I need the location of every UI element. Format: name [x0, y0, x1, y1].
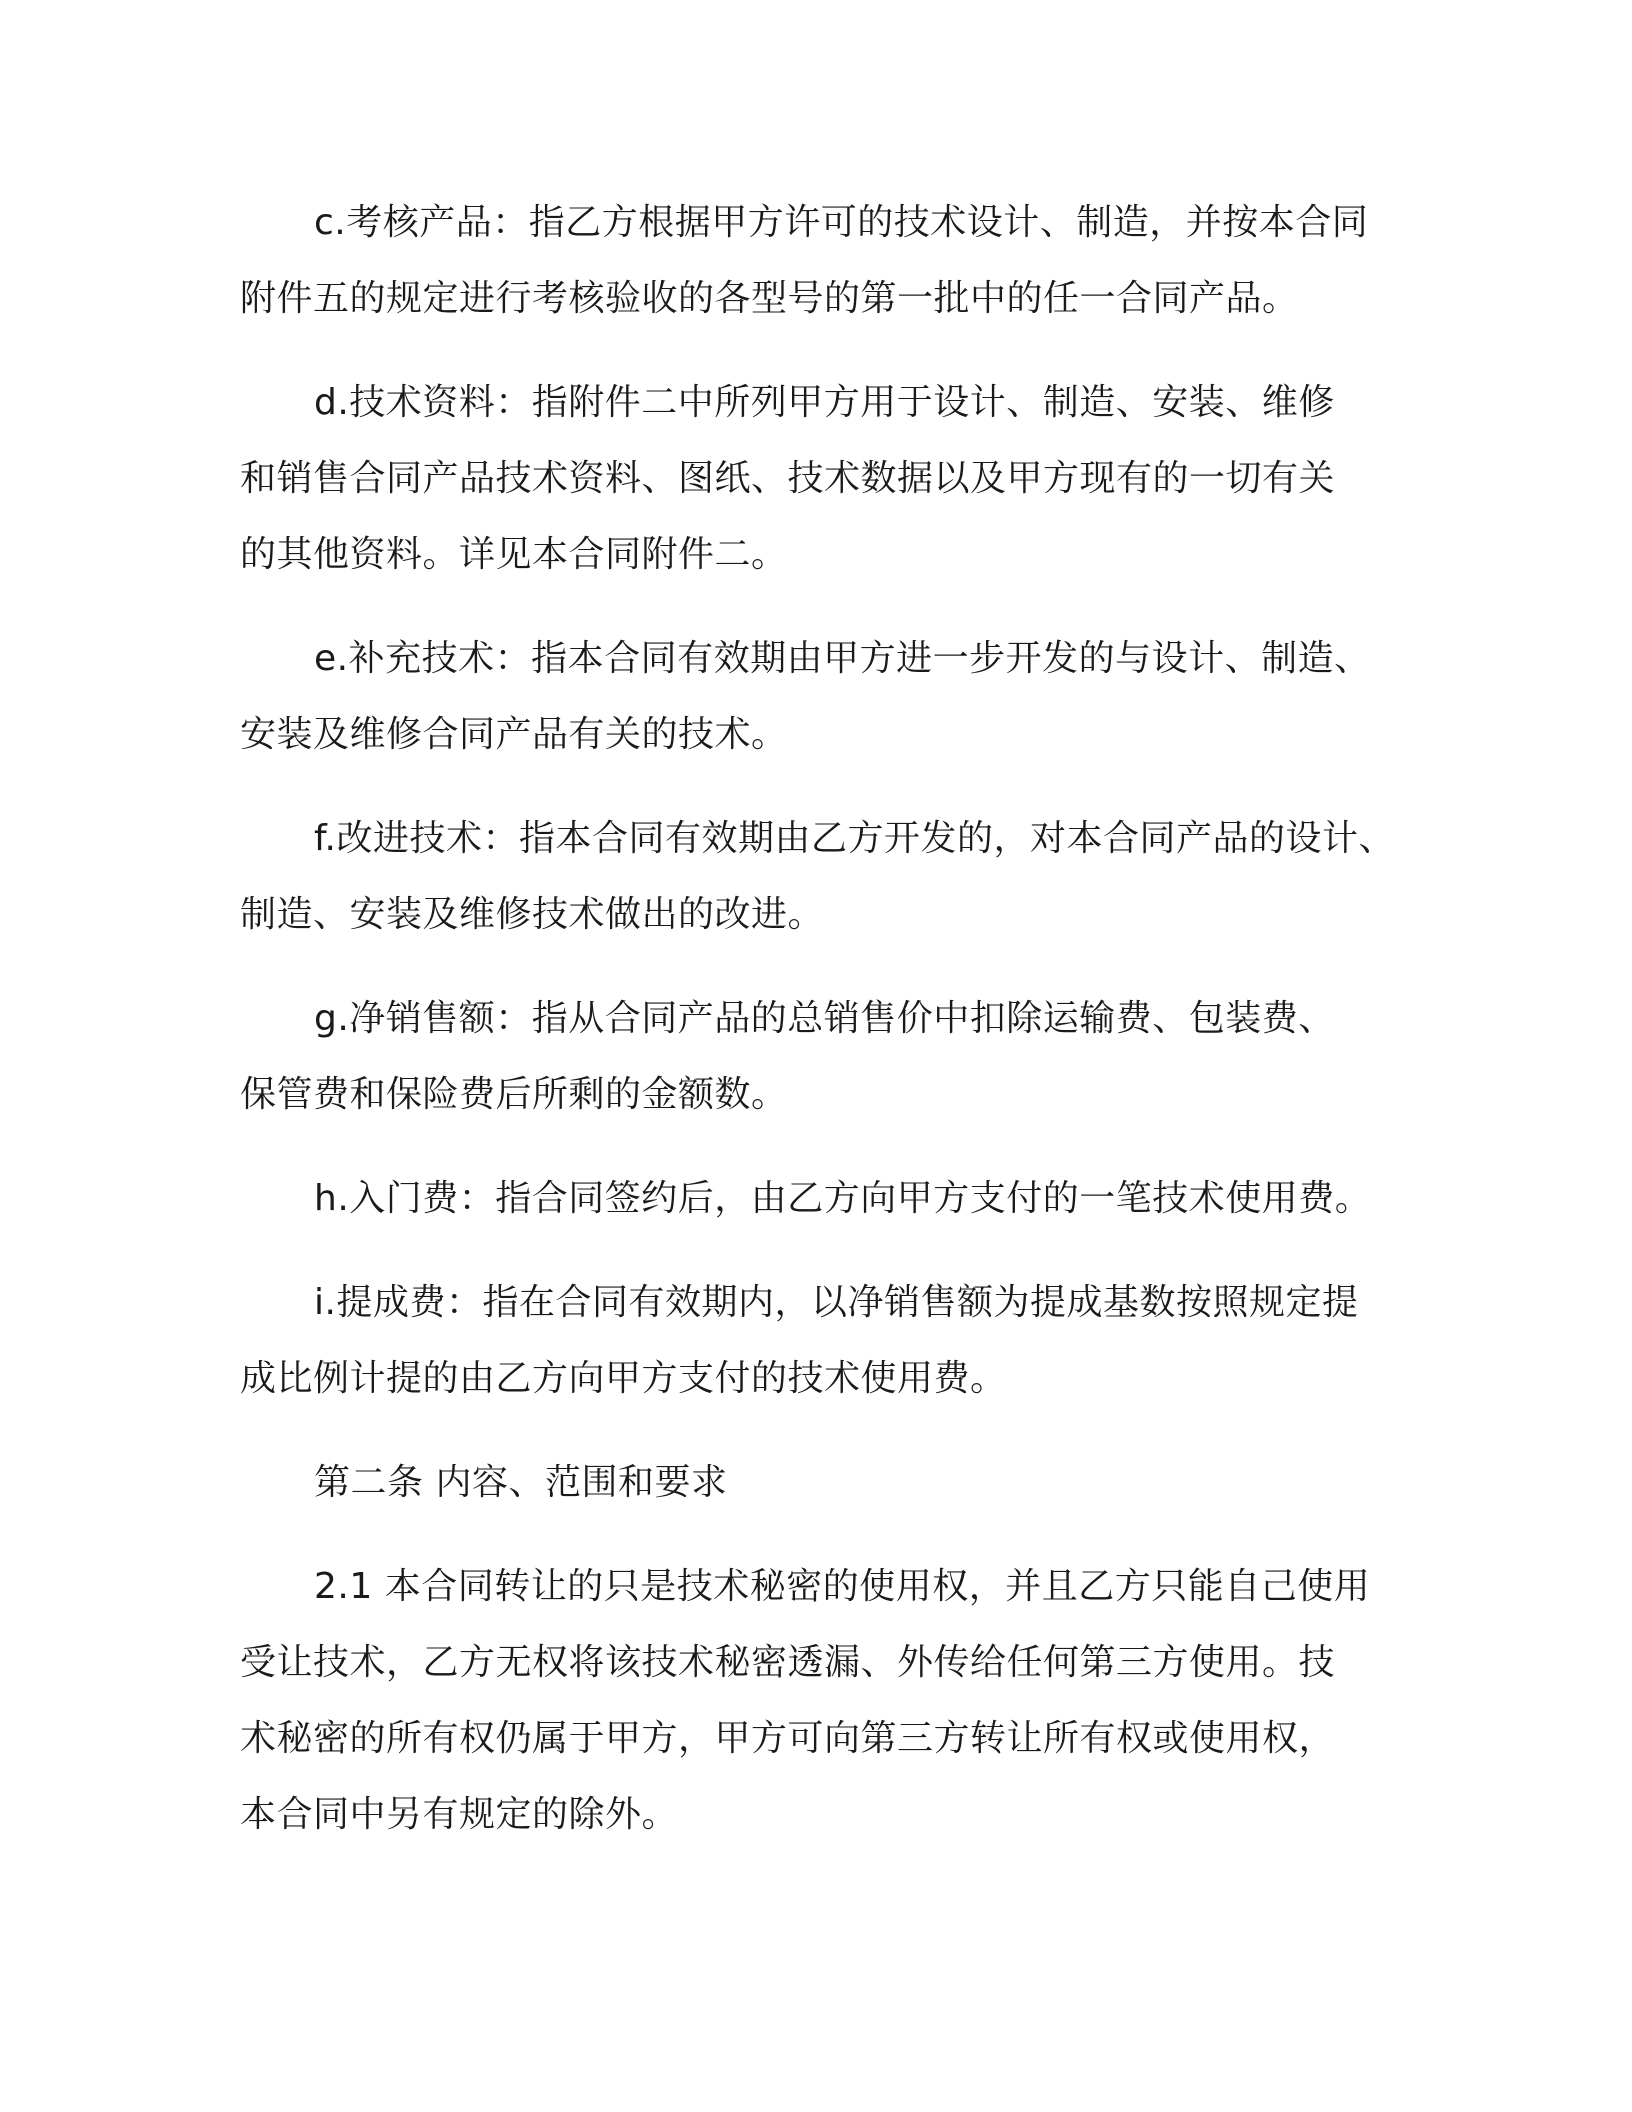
paragraph-line: 附件五的规定进行考核验收的各型号的第一批中的任一合同产品。 [240, 278, 1299, 319]
paragraph-line: g.净销售额：指从合同产品的总销售价中扣除运输费、包装费、 [314, 998, 1335, 1039]
paragraph-2-1 [240, 1549, 1440, 1853]
paragraph-line: c.考核产品：指乙方根据甲方许可的技术设计、制造，并按本合同 [314, 202, 1369, 243]
paragraph-line: 术秘密的所有权仍属于甲方，甲方可向第三方转让所有权或使用权， [240, 1718, 1336, 1759]
paragraph-line: 2.1 本合同转让的只是技术秘密的使用权，并且乙方只能自己使用 [314, 1566, 1371, 1607]
section-heading: 第二条 内容、范围和要求 [314, 1462, 728, 1503]
paragraph-d-technical-data [240, 365, 1440, 593]
paragraph-e-supplementary-technology [240, 621, 1440, 773]
paragraph-i-royalty [240, 1265, 1440, 1417]
paragraph-line: 本合同中另有规定的除外。 [240, 1794, 679, 1835]
paragraph-line: 受让技术，乙方无权将该技术秘密透漏、外传给任何第三方使用。技 [240, 1642, 1336, 1683]
paragraph-line: 成比例计提的由乙方向甲方支付的技术使用费。 [240, 1358, 1007, 1399]
paragraph-line: 和销售合同产品技术资料、图纸、技术数据以及甲方现有的一切有关 [240, 458, 1336, 499]
paragraph-line: 的其他资料。详见本合同附件二。 [240, 534, 788, 575]
paragraph-c-assessment-product [240, 185, 1440, 337]
paragraph-line: d.技术资料：指附件二中所列甲方用于设计、制造、安装、维修 [314, 382, 1335, 423]
paragraph-line: f.改进技术：指本合同有效期由乙方开发的，对本合同产品的设计、 [314, 818, 1395, 859]
paragraph-h-entry-fee [240, 1161, 1440, 1237]
paragraph-line: e.补充技术：指本合同有效期由甲方进一步开发的与设计、制造、 [314, 638, 1371, 679]
paragraph-line: h.入门费：指合同签约后，由乙方向甲方支付的一笔技术使用费。 [314, 1178, 1372, 1219]
paragraph-line: 制造、安装及维修技术做出的改进。 [240, 894, 825, 935]
paragraph-f-improved-technology [240, 801, 1440, 953]
paragraph-g-net-sales [240, 981, 1440, 1133]
document-body [240, 185, 1440, 1881]
paragraph-line: 保管费和保险费后所剩的金额数。 [240, 1074, 788, 1115]
section-heading-article-2 [240, 1445, 1440, 1521]
paragraph-line: 安装及维修合同产品有关的技术。 [240, 714, 788, 755]
paragraph-line: i.提成费：指在合同有效期内，以净销售额为提成基数按照规定提 [314, 1282, 1359, 1323]
